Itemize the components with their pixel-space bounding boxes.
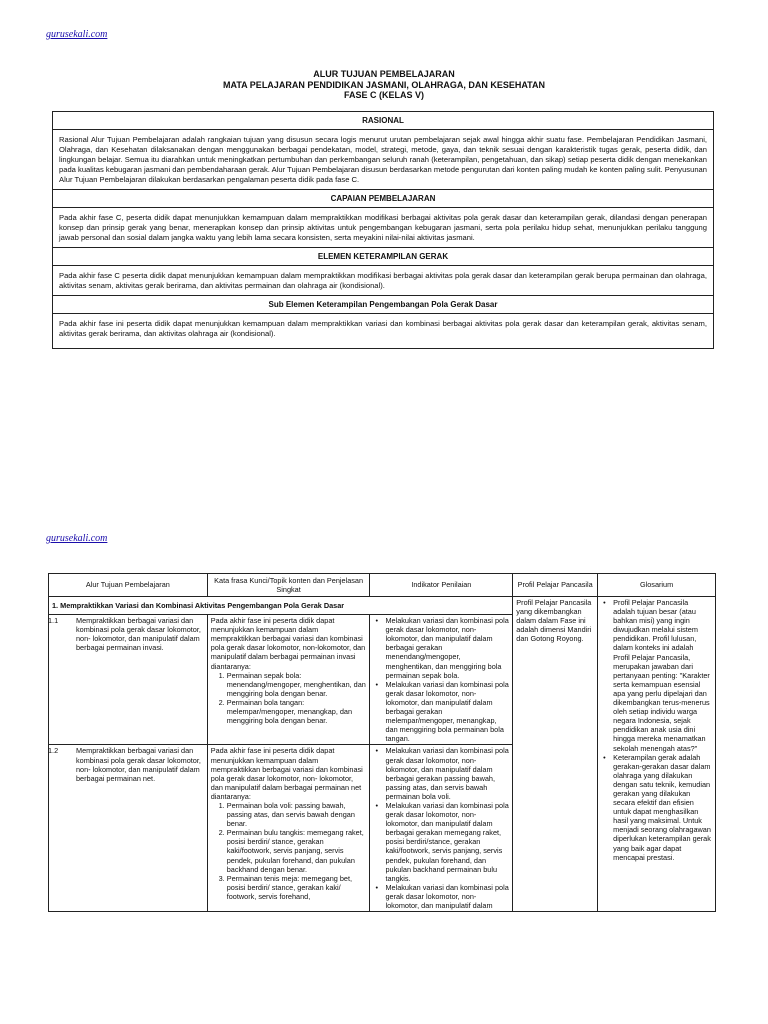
kata-cell — [207, 745, 370, 912]
atp-number: 1.1 — [48, 616, 59, 626]
indikator-item: • Melakukan variasi dan kombinasi pola gerak dasar lokomotor, non-lokomotor, dan manipulatif dalam — [385, 883, 509, 910]
glosarium-cell — [598, 597, 716, 912]
profil-cell: Profil Pelajar Pancasila yang dikembangkan dalam dalam Fase ini adalah dimensi Mandiri dan Gotong Royong. — [513, 597, 598, 912]
indikator-item: • Melakukan variasi dan kombinasi pola gerak dasar lokomotor, non-lokomotor, dan manipulatif dalam berbagai gerakan passing bawah, passing atas, dan servis bawah permainan bola voli. — [385, 746, 509, 801]
kata-intro: Pada akhir fase ini peserta didik dapat menunjukkan kemampuan dalam mempraktikkan berbagai variasi dan kombinasi pola gerak dasar lokomotor, non-lokomotor, dan manipulatif dalam berbagai permainan invasi diantaranya: — [210, 616, 366, 671]
document-title — [0, 69, 768, 101]
header-kata-frasa: Kata frasa Kunci/Topik konten dan Penjelasan Singkat — [207, 574, 370, 597]
header-profil: Profil Pelajar Pancasila — [513, 574, 598, 597]
title-line-1: ALUR TUJUAN PEMBELAJARAN — [313, 69, 455, 79]
table-header-row — [49, 574, 716, 597]
indikator-item: • Melakukan variasi dan kombinasi pola gerak dasar lokomotor, non-lokomotor, dan manipulatif dalam berbagai gerakan menendang/mengoper, menghentikan, dan menggiring bola permainan sepak bola. — [385, 616, 509, 680]
section-title: 1. Mempraktikkan Variasi dan Kombinasi Aktivitas Pengembangan Pola Gerak Dasar — [49, 597, 513, 615]
kata-item: 2. Permainan bola tangan: melempar/mengoper, menangkap, dan menggiring bola dengan benar. — [227, 698, 367, 725]
title-line-2: MATA PELAJARAN PENDIDIKAN JASMANI, OLAHRAGA, DAN KESEHATAN — [222, 79, 545, 90]
atp-cell — [49, 745, 208, 912]
indikator-item: • Melakukan variasi dan kombinasi pola gerak dasar lokomotor, non-lokomotor, dan manipulatif dalam berbagai gerakan memegang raket, posisi berdiri/stance, gerakan kaki/footwork, servis panjang, servis pendek, pukulan forehand, dan pukulan backhand permainan bulu tangkis. — [385, 801, 509, 883]
rasional-box — [52, 111, 714, 349]
rasional-heading: RASIONAL — [53, 112, 713, 130]
capaian-heading: CAPAIAN PEMBELAJARAN — [53, 189, 713, 208]
rasional-text: Rasional Alur Tujuan Pembelajaran adalah rangkaian tujuan yang disusun secara logis menurut urutan pembelajaran sejak awal hingga akhir suatu fase. Pembelajaran Pendidikan Jasmani, Olahraga, dan Kesehatan dilaksanakan dengan menggunakan berbagai pendekatan, model, strategi, metode, gaya, dan teknik sesuai dengan karakteristik tugas gerak, peserta didik, dan lingkungan belajar. Semua itu diarahkan untuk meningkatkan pertumbuhan dan perkembangan seluruh ranah (keterampilan, pengetahuan, dan sikap) setiap peserta didik dengan menekankan pada kualitas kebugaran jasmani dan pembendaharaan gerak. Alur Tujuan Pembelajaran disusun berdasarkan metode pengurutan dari konten paling mudah ke konten paling sulit. Penyusunan Alur Tujuan Pembelajaran dilakukan berdasarkan pengalaman peserta didik pada fase C. — [59, 135, 707, 184]
capaian-text: Pada akhir fase C, peserta didik dapat menunjukkan kemampuan dalam mempraktikkan modifikasi berbagai aktivitas pola gerak dasar dan keterampilan gerak, dilandasi dengan penerapan konsep dan prinsip gerak yang benar, menerapkan konsep dan prinsip aktivitas untuk pengembangan kebugaran jasmani, serta pola perilaku hidup sehat, menunjukkan perilaku tanggung jawab personal dan sosial dalam jangka waktu yang lebih lama secara konsisten, serta meyakini nilai-nilai aktivitas jasmani. — [59, 213, 707, 242]
sub-elemen-heading: Sub Elemen Keterampilan Pengembangan Pola Gerak Dasar — [53, 295, 713, 314]
atp-table — [48, 573, 716, 912]
header-glosarium: Glosarium — [598, 574, 716, 597]
indikator-cell — [370, 615, 513, 745]
kata-list — [211, 671, 367, 726]
site-link-top[interactable]: gurusekali.com — [46, 29, 108, 40]
sub-elemen-text: Pada akhir fase ini peserta didik dapat menunjukkan kemampuan dalam mempraktikkan variasi dan kombinasi berbagai aktivitas pola gerak dasar dan keterampilan gerak, aktivitas senam, aktivitas gerak berirama, dan aktivitas olahraga air (kondisional). — [59, 319, 707, 338]
site-link-bottom[interactable]: gurusekali.com — [46, 533, 108, 544]
indikator-list — [373, 746, 509, 910]
glosarium-item: • Profil Pelajar Pancasila adalah tujuan besar (atau bahkan misi) yang ingin diwujudkan melalui sistem pendidikan. Profil lulusan, dalam konteks ini adalah Profil Pelajar Pancasila, merupakan jawaban dari pertanyaan penting: "Karakter serta kemampuan esensial apa yang perlu dipelajari dan dikembangkan terus-menerus oleh setiap individu warga negara Indonesia, sejak pendidikan anak usia dini hingga mereka menamatkan sekolah menengah atas?" — [613, 598, 712, 753]
atp-text: Mempraktikkan berbagai variasi dan kombinasi pola gerak dasar lokomotor, non- lokomotor, dan manipulatif dalam berbagai permainan net. — [76, 746, 201, 783]
table-row — [49, 597, 716, 615]
kata-intro: Pada akhir fase ini peserta didik dapat menunjukkan kemampuan dalam mempraktikkan berbagai variasi dan kombinasi pola gerak dasar lokomotor, non- lokomotor, dan manipulatif dalam berbagai permainan net diantaranya: — [210, 746, 363, 801]
indikator-cell — [370, 745, 513, 912]
atp-number: 1.2 — [48, 746, 59, 756]
atp-text: Mempraktikkan berbagai variasi dan kombinasi pola gerak dasar lokomotor, non- lokomotor, dan manipulatif dalam berbagai permainan invasi. — [76, 616, 201, 653]
atp-cell — [49, 615, 208, 745]
elemen-text: Pada akhir fase C peserta didik dapat menunjukkan kemampuan dalam mempraktikkan modifikasi berbagai aktivitas pola gerak dasar dan keterampilan gerak berupa permainan dan olahraga, aktivitas senam, aktivitas gerak berirama, dan aktivitas permainan dan olahraga air (kondisional). — [59, 271, 707, 290]
title-line-3: FASE C (KELAS V) — [343, 90, 424, 100]
kata-item: 2. Permainan bulu tangkis: memegang raket, posisi berdiri/ stance, gerakan kaki/footwork, servis panjang, servis pendek, pukulan forehand, dan pukulan backhand dengan benar. — [227, 828, 367, 873]
kata-item: 3. Permainan tenis meja: memegang bet, posisi berdiri/ stance, gerakan kaki/ footwork, servis forehand, — [227, 874, 367, 901]
indikator-list — [373, 616, 509, 743]
elemen-heading: ELEMEN KETERAMPILAN GERAK — [53, 247, 713, 266]
glosarium-list — [601, 598, 712, 862]
indikator-item: • Melakukan variasi dan kombinasi pola gerak dasar lokomotor, non-lokomotor, dan manipulatif dalam berbagai gerakan melempar/mengoper, menangkap, dan menggiring bola permainan bola tangan. — [385, 680, 509, 744]
header-indikator: Indikator Penilaian — [370, 574, 513, 597]
kata-item: 1. Permainan sepak bola: menendang/mengoper, menghentikan, dan menggiring bola dengan benar. — [227, 671, 367, 698]
kata-item: 1. Permainan bola voli: passing bawah, passing atas, dan servis bawah dengan benar. — [227, 801, 367, 828]
kata-cell — [207, 615, 370, 745]
glosarium-item: • Keterampilan gerak adalah gerakan-gerakan dasar dalam olahraga yang dilakukan dengan satu teknik, kemudian gerakan yang dilakukan secara efektif dan efisien untuk dapat menghasilkan hasil yang maksimal. Untuk menjadi seorang olahragawan diperlukan keterampilan gerak yang baik agar dapat mencapai prestasi. — [613, 753, 712, 862]
kata-list — [211, 801, 367, 901]
header-atp: Alur Tujuan Pembelajaran — [49, 574, 208, 597]
